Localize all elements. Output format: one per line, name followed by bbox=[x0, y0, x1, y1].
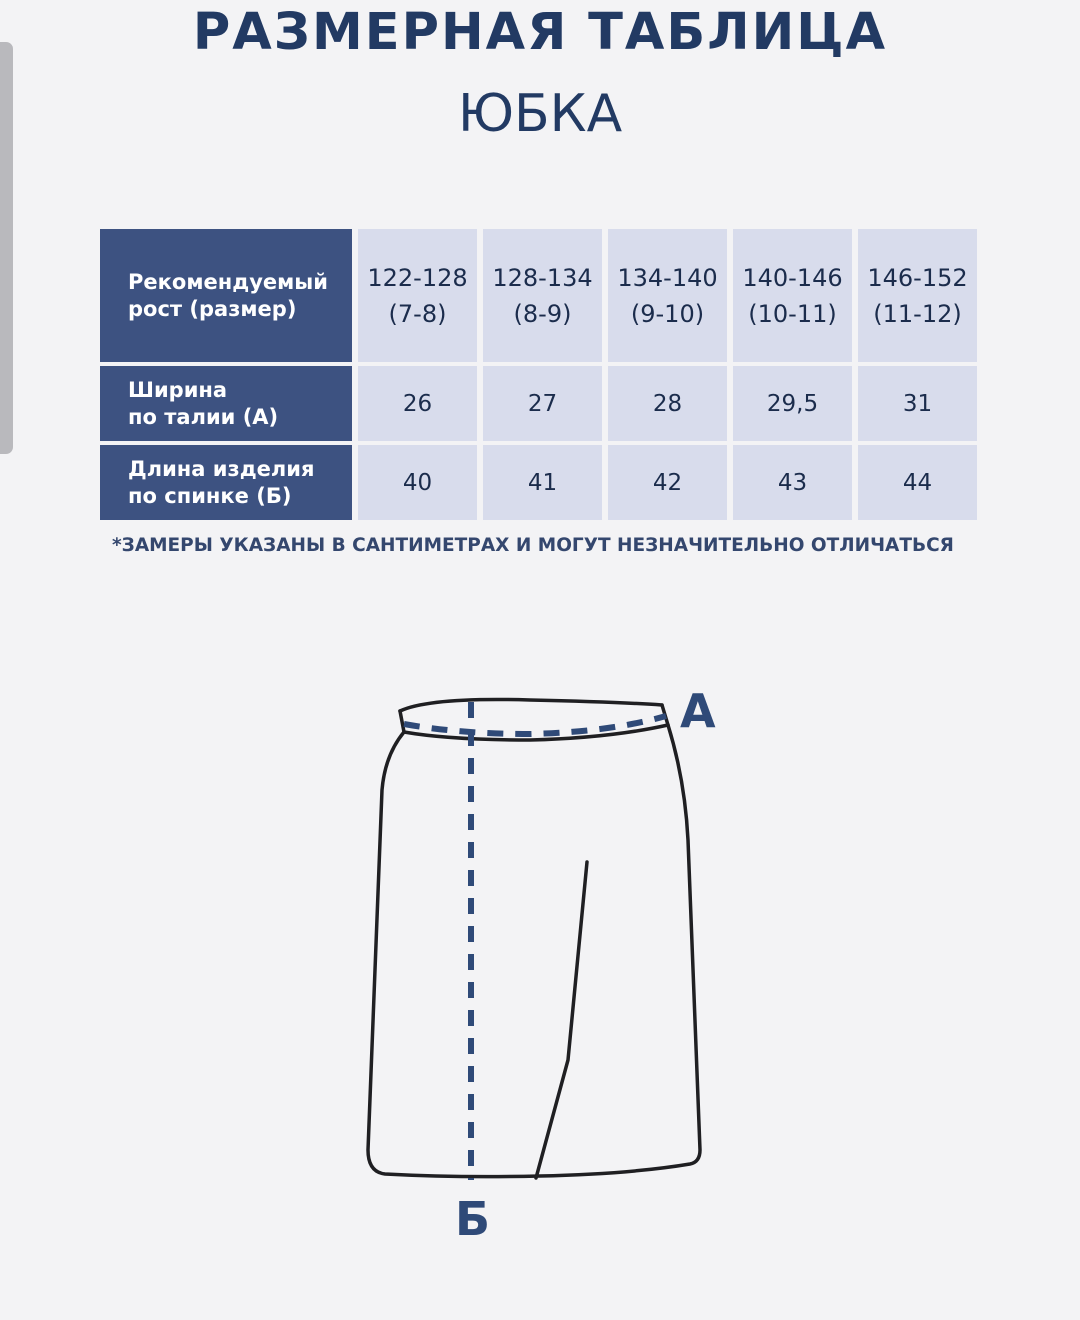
size-age: (8-9) bbox=[513, 299, 572, 328]
skirt-outline bbox=[368, 725, 700, 1177]
size-cell bbox=[358, 229, 477, 362]
length-value: 44 bbox=[858, 445, 977, 520]
size-cell bbox=[858, 229, 977, 362]
size-height: 146-152 bbox=[867, 263, 968, 292]
size-height: 128-134 bbox=[492, 263, 593, 292]
waistband-top bbox=[400, 699, 662, 711]
size-age: (7-8) bbox=[388, 299, 447, 328]
row-label-height: Рекомендуемый рост (размер) bbox=[100, 229, 352, 362]
size-age: (10-11) bbox=[748, 299, 837, 328]
size-age: (11-12) bbox=[873, 299, 962, 328]
size-cell bbox=[608, 229, 727, 362]
length-value: 41 bbox=[483, 445, 602, 520]
measurement-footnote: *ЗАМЕРЫ УКАЗАНЫ В САНТИМЕТРАХ И МОГУТ НЕЗНАЧИТЕЛЬНО ОТЛИЧАТЬСЯ bbox=[112, 535, 954, 556]
slit-line bbox=[536, 862, 587, 1178]
row-label-waist: Ширина по талии (А) bbox=[100, 366, 352, 441]
length-value: 43 bbox=[733, 445, 852, 520]
waist-value: 27 bbox=[483, 366, 602, 441]
waistband-left bbox=[400, 711, 404, 732]
size-cell bbox=[733, 229, 852, 362]
row-label-length: Длина изделия по спинке (Б) bbox=[100, 445, 352, 520]
skirt-diagram bbox=[340, 680, 720, 1200]
page-title: РАЗМЕРНАЯ ТАБЛИЦА bbox=[192, 3, 888, 62]
size-height: 140-146 bbox=[742, 263, 843, 292]
waist-value: 26 bbox=[358, 366, 477, 441]
size-height: 122-128 bbox=[367, 263, 468, 292]
size-height: 134-140 bbox=[617, 263, 718, 292]
measure-label-a: А bbox=[680, 684, 716, 738]
length-value: 42 bbox=[608, 445, 727, 520]
waist-value: 28 bbox=[608, 366, 727, 441]
measure-label-b: Б bbox=[455, 1192, 491, 1246]
length-value: 40 bbox=[358, 445, 477, 520]
size-age: (9-10) bbox=[630, 299, 705, 328]
waist-value: 29,5 bbox=[733, 366, 852, 441]
waist-value: 31 bbox=[858, 366, 977, 441]
size-table bbox=[100, 229, 981, 520]
page-subtitle: ЮБКА bbox=[457, 84, 623, 144]
size-cell bbox=[483, 229, 602, 362]
